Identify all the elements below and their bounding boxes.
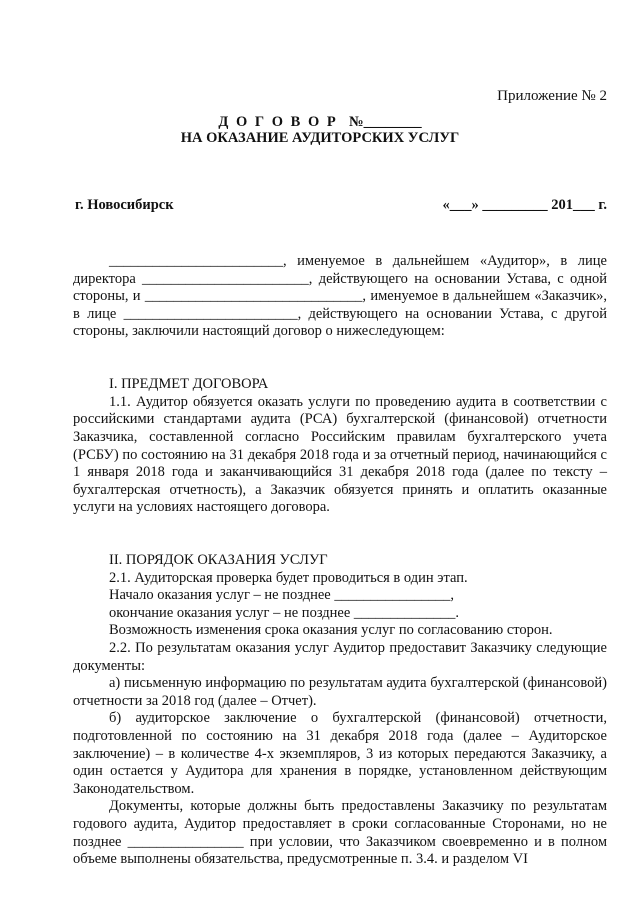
clause-2-2-b: б) аудиторское заключение о бухгалтерской (финансовой) отчетности, подготовленной по состоянию на 31 декабря 2018 года (далее – Аудиторское заключение) – в количестве 4-х экземпляров, 3 из которых передаются Заказчику, а один остается у Аудитора для хранения в порядке, установленном действующим Законодательством. — [73, 710, 607, 797]
place-date-row — [75, 197, 607, 214]
section-1-heading: I. ПРЕДМЕТ ДОГОВОРА — [109, 376, 269, 393]
clause-2-2-a: а) письменную информацию по результатам аудита бухгалтерской (финансовой) отчетности за 2018 год (далее – Отчет). — [73, 675, 607, 709]
clause-2-2: 2.2. По результатам оказания услуг Аудитор предоставит Заказчику следующие документы: — [73, 640, 607, 674]
title-line-1 — [0, 114, 640, 130]
contract-number: №________ — [349, 114, 422, 130]
title-word: Д О Г О В О Р — [218, 114, 338, 130]
term-change-line: Возможность изменения срока оказания услуг по согласованию сторон. — [109, 622, 553, 639]
annex-label: Приложение № 2 — [497, 88, 607, 104]
documents-paragraph: Документы, которые должны быть предоставлены Заказчику по результатам годового аудита, Аудитор предоставляет в сроки согласованные Сторонами, но не позднее ________________ при условии, что Заказчиком своевременно и в полном объеме выполнены обязательства, предусмотренные п. 3.4. и разделом VI — [73, 798, 607, 868]
service-start-line: Начало оказания услуг – не позднее ________________, — [109, 587, 454, 604]
clause-1-1: 1.1. Аудитор обязуется оказать услуги по проведению аудита в соответствии с российскими стандартами аудита (РСА) бухгалтерской (финансовой) отчетности Заказчика, составленной согласно Российским правилам бухгалтерского учета (РСБУ) по состоянию на 31 декабря 2018 года и за отчетный период, начинающийся с 1 января 2018 года и заканчивающийся 31 декабря 2018 года (далее по тексту – бухгалтерская отчетность), а Заказчик обязуется принять и оплатить оказанные услуги на условиях настоящего договора. — [73, 393, 607, 516]
preamble-paragraph: ________________________, именуемое в дальнейшем «Аудитор», в лице директора _______________________, действующего на основании Устава, с одной стороны, и ______________________________, именуемое в дальнейшем «Заказчик», в лице ________________________, действующего на основании Устава, с другой стороны, заключили настоящий договор о нижеследующем: — [73, 253, 607, 340]
document-title — [0, 114, 640, 146]
contract-body — [73, 253, 607, 869]
contract-date: «___» _________ 201___ г. — [442, 197, 607, 213]
title-line-2: НА ОКАЗАНИЕ АУДИТОРСКИХ УСЛУГ — [180, 130, 460, 146]
section-2-heading: II. ПОРЯДОК ОКАЗАНИЯ УСЛУГ — [109, 552, 328, 569]
service-end-line: окончание оказания услуг – не позднее ______________. — [109, 604, 460, 621]
clause-2-1: 2.1. Аудиторская проверка будет проводиться в один этап. — [109, 569, 468, 586]
place-of-signing: г. Новосибирск — [75, 197, 174, 213]
